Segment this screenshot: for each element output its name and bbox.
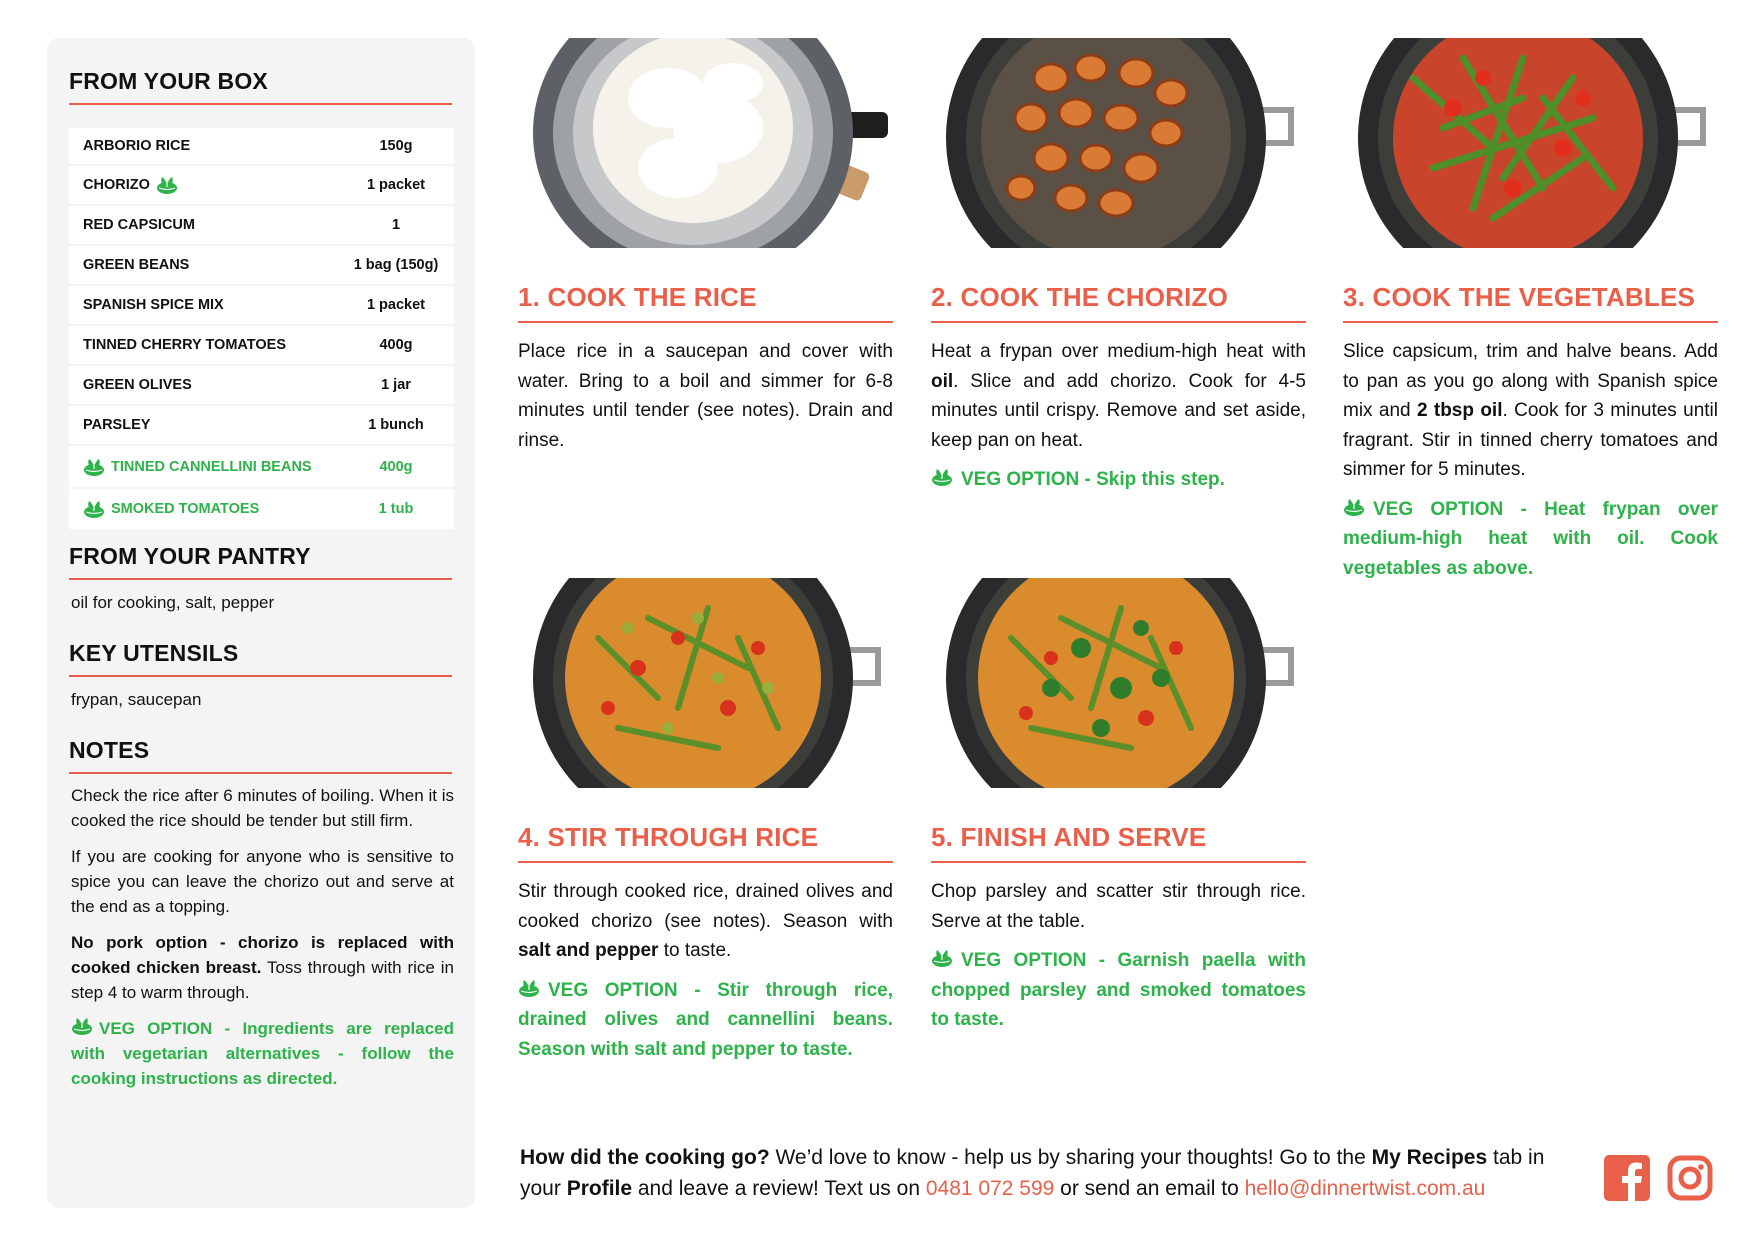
step-1-title: 1. COOK THE RICE bbox=[518, 282, 893, 323]
leaf-icon bbox=[156, 175, 178, 195]
step-5-title: 5. FINISH AND SERVE bbox=[931, 822, 1306, 863]
table-row bbox=[69, 166, 454, 206]
text-span: . Slice and add chorizo. Cook for 4-5 minutes until crispy. Remove and set aside, keep pan on heat. bbox=[931, 370, 1306, 451]
veg-text: VEG OPTION - Heat frypan over medium-high heat with oil. Cook vegetables as above. bbox=[1343, 498, 1718, 579]
finished-paella-image bbox=[931, 578, 1306, 788]
text-span: Heat a frypan over medium-high heat with bbox=[931, 341, 1306, 362]
my-recipes-link[interactable]: My Recipes bbox=[1371, 1146, 1488, 1169]
notes-body bbox=[71, 783, 454, 1102]
leaf-icon bbox=[71, 1016, 93, 1036]
step-3-text bbox=[1343, 337, 1718, 485]
ingredient-qty: 1 bag (150g) bbox=[353, 257, 439, 273]
ingredient-name: CHORIZO bbox=[83, 177, 150, 193]
pantry-text: oil for cooking, salt, pepper bbox=[71, 593, 275, 612]
step-3 bbox=[1343, 38, 1718, 593]
step-4-veg bbox=[518, 976, 893, 1065]
leaf-icon bbox=[83, 499, 105, 519]
text-span: . Cook for 3 minutes until fragrant. Stir in tinned cherry tomatoes and simmer for 5 minutes. bbox=[1343, 400, 1718, 480]
ingredient-name: SPANISH SPICE MIX bbox=[83, 297, 224, 313]
step-4-body bbox=[518, 877, 893, 1064]
ingredient-name: ARBORIO RICE bbox=[83, 138, 191, 154]
utensils-text: frypan, saucepan bbox=[71, 690, 202, 709]
ingredient-name: SMOKED TOMATOES bbox=[111, 501, 260, 517]
paella-rice-image bbox=[518, 578, 893, 788]
step-4-text bbox=[518, 877, 893, 966]
step-5-veg bbox=[931, 946, 1306, 1035]
profile-link[interactable]: Profile bbox=[566, 1177, 633, 1200]
ingredient-qty: 1 packet bbox=[366, 297, 426, 313]
leaf-icon bbox=[1343, 497, 1365, 517]
table-row bbox=[69, 446, 454, 489]
step-4 bbox=[518, 578, 893, 1074]
veg-note-text: VEG OPTION - Ingredients are replaced with vegetarian alternatives - follow the cooking instructions as directed. bbox=[71, 1019, 454, 1088]
table-row bbox=[69, 206, 454, 246]
ingredient-qty: 1 bunch bbox=[368, 417, 424, 433]
footer-text: and leave a review! Text us on bbox=[632, 1177, 926, 1200]
feedback-footer bbox=[520, 1142, 1580, 1204]
leaf-icon bbox=[83, 457, 105, 477]
step-1 bbox=[518, 38, 893, 465]
ingredient-qty: 150g bbox=[379, 138, 413, 154]
notes-title: NOTES bbox=[69, 737, 452, 774]
bold-span: 2 tbsp oil bbox=[1416, 400, 1503, 421]
veg-text: VEG OPTION - Skip this step. bbox=[961, 469, 1225, 490]
table-row bbox=[69, 286, 454, 326]
step-2-title: 2. COOK THE CHORIZO bbox=[931, 282, 1306, 323]
ingredient-qty: 1 jar bbox=[381, 377, 411, 393]
bold-span: oil bbox=[931, 370, 954, 392]
step-2-text bbox=[931, 337, 1306, 455]
table-row bbox=[69, 128, 454, 166]
chorizo-pan-image bbox=[931, 38, 1306, 248]
ingredient-qty: 1 bbox=[391, 217, 401, 233]
veg-text: VEG OPTION - Stir through rice, drained olives and cannellini beans. Season with salt and pepper to taste. bbox=[518, 979, 893, 1060]
vegetables-pan-image bbox=[1343, 38, 1718, 248]
rice-strainer-image bbox=[518, 38, 893, 248]
step-3-body bbox=[1343, 337, 1718, 583]
ingredient-qty: 400g bbox=[379, 337, 413, 353]
leaf-icon bbox=[931, 467, 953, 487]
ingredient-qty: 1 tub bbox=[378, 501, 414, 517]
note-paragraph bbox=[71, 930, 454, 1005]
table-row bbox=[69, 366, 454, 406]
leaf-icon bbox=[518, 978, 540, 998]
text-span: Slice capsicum, trim and halve beans. Add to pan as you go along with Spanish spice mix and bbox=[1343, 341, 1718, 421]
step-2-body bbox=[931, 337, 1306, 495]
step-5-body bbox=[931, 877, 1306, 1035]
instagram-icon[interactable] bbox=[1667, 1155, 1713, 1201]
step-3-veg bbox=[1343, 495, 1718, 584]
step-1-body bbox=[518, 337, 893, 455]
leaf-icon bbox=[931, 948, 953, 968]
step-1-text: Place rice in a saucepan and cover with water. Bring to a boil and simmer for 6-8 minutes until tender (see notes). Drain and rinse. bbox=[518, 341, 893, 451]
step-2-veg bbox=[931, 465, 1306, 495]
ingredient-qty: 400g bbox=[379, 458, 413, 475]
table-row bbox=[69, 406, 454, 446]
ingredient-name: RED CAPSICUM bbox=[83, 217, 195, 233]
ingredient-name: TINNED CANNELLINI BEANS bbox=[111, 458, 312, 475]
note-bold: No pork option - chorizo is replaced with cooked chicken breast. bbox=[71, 933, 454, 977]
bold-span: salt and pepper bbox=[518, 940, 659, 961]
note-paragraph: Check the rice after 6 minutes of boiling. When it is cooked the rice should be tender but still firm. bbox=[71, 786, 454, 830]
step-3-title: 3. COOK THE VEGETABLES bbox=[1343, 282, 1718, 323]
veg-note bbox=[71, 1016, 454, 1091]
facebook-icon[interactable] bbox=[1604, 1155, 1650, 1201]
table-row bbox=[69, 246, 454, 286]
note-rest: Toss through with rice in step 4 to warm through. bbox=[71, 958, 454, 1002]
email-link[interactable]: hello@dinnertwist.com.au bbox=[1244, 1177, 1486, 1200]
step-4-title: 4. STIR THROUGH RICE bbox=[518, 822, 893, 863]
step-2 bbox=[931, 38, 1306, 505]
pantry-title: FROM YOUR PANTRY bbox=[69, 543, 452, 580]
step-5 bbox=[931, 578, 1306, 1045]
footer-text: We’d love to know - help us by sharing your thoughts! Go to the bbox=[769, 1146, 1372, 1169]
ingredient-name: PARSLEY bbox=[83, 417, 151, 433]
ingredient-name: GREEN OLIVES bbox=[83, 377, 192, 393]
utensils-title: KEY UTENSILS bbox=[69, 640, 452, 677]
text-span: Stir through cooked rice, drained olives and cooked chorizo (see notes). Season with bbox=[518, 881, 893, 932]
from-box-title: FROM YOUR BOX bbox=[69, 68, 452, 105]
table-row bbox=[69, 489, 454, 529]
footer-question: How did the cooking go? bbox=[520, 1146, 770, 1169]
phone-link[interactable]: 0481 072 599 bbox=[925, 1177, 1055, 1200]
ingredient-name: TINNED CHERRY TOMATOES bbox=[83, 337, 287, 353]
veg-text: VEG OPTION - Garnish paella with chopped parsley and smoked tomatoes to taste. bbox=[931, 950, 1306, 1030]
ingredients-sidebar bbox=[47, 38, 475, 1208]
table-row bbox=[69, 326, 454, 366]
step-5-text: Chop parsley and scatter stir through rice. Serve at the table. bbox=[931, 881, 1306, 932]
ingredient-name: GREEN BEANS bbox=[83, 257, 190, 273]
footer-text: or send an email to bbox=[1054, 1177, 1245, 1200]
note-paragraph: If you are cooking for anyone who is sensitive to spice you can leave the chorizo out and serve at the end as a topping. bbox=[71, 847, 454, 916]
ingredients-table bbox=[69, 128, 454, 529]
footer-text: tab in your bbox=[520, 1146, 1545, 1200]
ingredient-qty: 1 packet bbox=[366, 177, 426, 193]
text-span: to taste. bbox=[658, 940, 732, 961]
